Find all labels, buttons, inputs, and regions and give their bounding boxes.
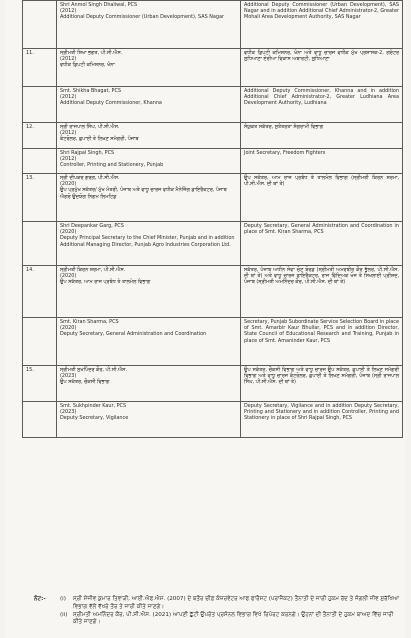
- officer-name: ਸ੍ਰੀਮਤੀ ਕਿਰਨ ਸ਼ਰਮਾ, ਪੀ.ਸੀ.ਐਸ.: [60, 266, 126, 273]
- note-index: (ii): [60, 611, 68, 618]
- officer-cell: [57, 49, 241, 87]
- officer-batch: (2012): [60, 155, 77, 162]
- officer-cell: [57, 318, 241, 366]
- officer-cell: [57, 123, 241, 149]
- officer-batch: (2012): [60, 55, 77, 62]
- current-posting: Controller, Printing and Stationery, Punjab: [60, 162, 164, 169]
- officer-name: ਸ੍ਰੀਮਤੀ ਸ਼ਿਖਾ ਭਗਤ, ਪੀ.ਸੀ.ਐਸ.: [60, 49, 123, 56]
- officer-batch: (2023): [60, 372, 77, 379]
- table-row: [23, 149, 403, 174]
- officer-name: Shri Rajpal Singh, PCS: [60, 149, 115, 156]
- officer-cell: [57, 402, 241, 438]
- serial-number: 13.: [23, 174, 57, 222]
- table-row: [23, 1, 403, 49]
- current-posting: Additional Deputy Commissioner (Urban Development), SAS Nagar: [60, 14, 225, 21]
- officer-cell: [57, 174, 241, 222]
- serial-number: 14.: [23, 266, 57, 318]
- new-posting: Deputy Secretary, Vigilance and in addition Deputy Secretary, Printing and Stationery and in addition Controller, Printing and Stationery in place of Shri Rajpal Singh, PCS: [241, 402, 403, 438]
- notes-list: [60, 596, 400, 627]
- serial-number: 11.: [23, 49, 57, 87]
- table-row: [23, 318, 403, 366]
- current-posting: ਉਪ ਪ੍ਰਮੁੱਖ ਸਕੱਤਰ/ ਮੁੱਖ ਮੰਤਰੀ, ਪੰਜਾਬ ਅਤੇ ਵਾਧੂ ਚਾਰਜ ਵਧੀਕ ਮੈਨੇਜਿੰਗ ਡਾਇਰੈਕਟਰ, ਪੰਜਾਬ ਐਗਰੋ ਉਦਯੋਗ ਨਿਗਮ ਲਿਮਟਿਡ: [60, 187, 227, 200]
- current-posting: ਉਪ ਸਕੱਤਰ, ਆਮ ਰਾਜ ਪ੍ਰਬੰਧ ਤੇ ਤਾਲਮੇਲ ਵਿਭਾਗ: [60, 279, 151, 286]
- officer-cell: [57, 366, 241, 402]
- transfer-orders-table: [22, 0, 403, 438]
- new-posting: ਸਕੱਤਰ, ਪੰਜਾਬ ਅਧੀਨ ਸੇਵਾ ਚੋਣ ਬੋਰਡ (ਸ੍ਰੀਮਤੀ ਅਮਰਬੀਰ ਕੌਰ ਭੁੱਲਰ, ਪੀ.ਸੀ.ਐਸ. ਦੀ ਥਾਂ ਤੇ) ਅਤੇ ਵਾਧੂ ਚਾਰਜ ਡਾਇਰੈਕਟਰ, ਰਾਜ ਵਿੱਦਿਅਕ ਖੋਜ ਤੇ ਸਿਖਲਾਈ ਪ੍ਰੀਸ਼ਦ, ਪੰਜਾਬ (ਸ੍ਰੀਮਤੀ ਅਮਨਿੰਦਰ ਕੌਰ, ਪੀ.ਸੀ.ਐਸ. ਦੀ ਥਾਂ ਤੇ): [241, 266, 403, 318]
- officer-batch: (2012): [60, 7, 77, 14]
- current-posting: Deputy Secretary, General Administration and Coordination: [60, 331, 207, 338]
- table-row: [23, 266, 403, 318]
- note-text: ਸ੍ਰੀਮਤੀ ਅਮਨਿੰਦਰ ਕੌਰ, ਪੀ.ਸੀ.ਐਸ. (2021) ਆਪਣੀ ਛੁੱਟੀ ਉਪਰੰਤ ਪ੍ਰਸੋਨਲ ਵਿਭਾਗ ਵਿਖੇ ਰਿਪੋਰਟ ਕਰਨਗੇ। ਉਹਨਾਂ ਦੀ ਤੈਨਾਤੀ ਦੇ ਹੁਕਮ ਬਾਅਦ ਵਿੱਚ ਜਾਰੀ ਕੀਤੇ ਜਾਣਗੇ।: [73, 611, 394, 626]
- officer-cell: [57, 149, 241, 174]
- current-posting: ਕੰਟਰੋਲਰ, ਛਪਾਈ ਤੇ ਲਿਖਣ ਸਮੱਗਰੀ, ਪੰਜਾਬ: [60, 136, 139, 143]
- table-row: [23, 49, 403, 87]
- serial-number: [23, 402, 57, 438]
- officer-name: ਸ੍ਰੀ ਦੀਪਕਰ ਗਰਗ, ਪੀ.ਸੀ.ਐਸ.: [60, 174, 120, 181]
- new-posting: Joint Secretary, Freedom Fighters: [241, 149, 403, 174]
- officer-batch: (2012): [60, 93, 77, 100]
- new-posting: Secretary, Punjab Subordinate Service Selection Board in place of Smt. Amarbir Kaur Bhullar, PCS and in addition Director, State Council of Educational Research and Training, Punjab in place of Smt. Amaninder Kaur, PCS: [241, 318, 403, 366]
- new-posting: Additional Deputy Commissioner (Urban Development), SAS Nagar and in addition Additional Chief Administrator-2, Greater Mohali Area Development Authority, SAS Nagar: [241, 1, 403, 49]
- new-posting: Deputy Secretary, General Administration and Coordination in place of Smt. Kiran Sharma, PCS: [241, 222, 403, 266]
- new-posting: Additional Deputy Commissioner, Khanna and in addition Additional Chief Administrator-2, Greater Ludhiana Area Development Authority, Ludhiana: [241, 87, 403, 123]
- officer-cell: [57, 222, 241, 266]
- officer-name: Smt. Sukhpinder Kaur, PCS: [60, 402, 127, 409]
- table-row: [23, 402, 403, 438]
- new-posting: ਉਪ ਸਕੱਤਰ, ਆਮ ਰਾਜ ਪ੍ਰਬੰਧ ਤੇ ਤਾਲਮੇਲ ਵਿਭਾਗ (ਸ੍ਰੀਮਤੀ ਕਿਰਨ ਸ਼ਰਮਾ, ਪੀ.ਸੀ.ਐਸ. ਦੀ ਥਾਂ ਤੇ): [241, 174, 403, 222]
- officer-name: ਸ੍ਰੀਮਤੀ ਸੁਖਪਿੰਦਰ ਕੌਰ, ਪੀ.ਸੀ.ਐਸ.: [60, 366, 127, 373]
- officer-name: Smt. Shikha Bhagat, PCS: [60, 87, 121, 94]
- officer-batch: (2020): [60, 180, 77, 187]
- current-posting: Additional Deputy Commissioner, Khanna: [60, 100, 162, 107]
- notes-section: [34, 596, 402, 627]
- officer-name: Shri Deepankar Garg, PCS: [60, 222, 124, 229]
- notes-label: ਨੋਟ:-: [34, 596, 46, 602]
- serial-number: 12.: [23, 123, 57, 149]
- note-item: [60, 612, 400, 628]
- officer-batch: (2020): [60, 228, 77, 235]
- table-row: [23, 123, 403, 149]
- officer-cell: [57, 87, 241, 123]
- serial-number: 15.: [23, 366, 57, 402]
- officer-batch: (2023): [60, 408, 77, 415]
- table-row: [23, 87, 403, 123]
- serial-number: [23, 1, 57, 49]
- serial-number: [23, 318, 57, 366]
- officer-name: ਸ੍ਰੀ ਰਾਜਪਾਲ ਸਿੰਘ, ਪੀ.ਸੀ.ਐਸ.: [60, 123, 120, 130]
- note-index: (i): [60, 596, 66, 602]
- officer-name: Shri Anmol Singh Dhaliwal, PCS: [60, 1, 138, 8]
- officer-cell: [57, 266, 241, 318]
- new-posting: ਉਪ ਸਕੱਤਰ, ਚੌਕਸੀ ਵਿਭਾਗ ਅਤੇ ਵਾਧੂ ਚਾਰਜ ਉਪ ਸਕੱਤਰ, ਛਪਾਈ ਤੇ ਲਿਖਣ ਸਮੱਗਰੀ ਵਿਭਾਗ ਅਤੇ ਵਾਧੂ ਚਾਰਜ ਕੰਟਰੋਲਰ, ਛਪਾਈ ਤੇ ਲਿਖਣ ਸਮੱਗਰੀ, ਪੰਜਾਬ (ਸ੍ਰੀ ਰਾਜਪਾਲ ਸਿੰਘ, ਪੀ.ਸੀ.ਐਸ. ਦੀ ਥਾਂ ਤੇ): [241, 366, 403, 402]
- table-row: [23, 174, 403, 222]
- document-page: [6, 0, 406, 638]
- serial-number: [23, 87, 57, 123]
- table-row: [23, 366, 403, 402]
- serial-number: [23, 222, 57, 266]
- current-posting: Deputy Principal Secretary to the Chief Minister, Punjab and in addition Additional Managing Director, Punjab Agro Industries Corporation Ltd.: [60, 235, 235, 248]
- note-text: ਸ੍ਰੀ ਸੰਜੀਵ ਕੁਮਾਰ ਤਿਵਾੜੀ, ਆਈ.ਐਫ.ਐਸ. (2007) ਦੇ ਬਤੌਰ ਚੀਫ਼ ਕੰਜ਼ਰਵੇਟਰ ਆਫ ਫਾਰੈਸਟ (ਪਰਾਜੈਕਟ) ਤੈਨਾਤੀ ਦੇ ਜਾਰੀ ਹੁਕਮ ਰੱਦ ਤੇ ਜੰਗਲੀ ਜੀਵ ਸੁਰੱਖਿਆ ਵਿਭਾਗ ਵੱਲੋਂ ਵੱਖਰੇ ਤੌਰ ਤੇ ਜਾਰੀ ਕੀਤੇ ਜਾਣਗੇ।: [73, 596, 400, 610]
- new-posting: ਸੰਯੁਕਤ ਸਕੱਤਰ, ਸੁਤੰਤਰਤਾ ਸੰਗਰਾਮੀ ਵਿਭਾਗ: [241, 123, 403, 149]
- current-posting: ਉਪ ਸਕੱਤਰ, ਚੌਕਸੀ ਵਿਭਾਗ: [60, 379, 110, 386]
- current-posting: Deputy Secretary, Vigilance: [60, 415, 129, 422]
- officer-name: Smt. Kiran Sharma, PCS: [60, 318, 119, 325]
- officer-cell: [57, 1, 241, 49]
- serial-number: [23, 149, 57, 174]
- new-posting: ਵਧੀਕ ਡਿਪਟੀ ਕਮਿਸ਼ਨਰ, ਖੰਨਾ ਅਤੇ ਵਾਧੂ ਚਾਰਜ ਵਧੀਕ ਮੁੱਖ ਪ੍ਰਸ਼ਾਸਕ-2, ਗਰੇਟਰ ਲੁਧਿਆਣਾ ਏਰੀਆ ਵਿਕਾਸ ਅਥਾਰਟੀ, ਲੁਧਿਆਣਾ: [241, 49, 403, 87]
- current-posting: ਵਧੀਕ ਡਿਪਟੀ ਕਮਿਸ਼ਨਰ, ਖੰਨਾ: [60, 62, 115, 69]
- officer-batch: (2012): [60, 129, 77, 136]
- officer-batch: (2020): [60, 272, 77, 279]
- table-row: [23, 222, 403, 266]
- note-item: [60, 596, 400, 612]
- officer-batch: (2020): [60, 324, 77, 331]
